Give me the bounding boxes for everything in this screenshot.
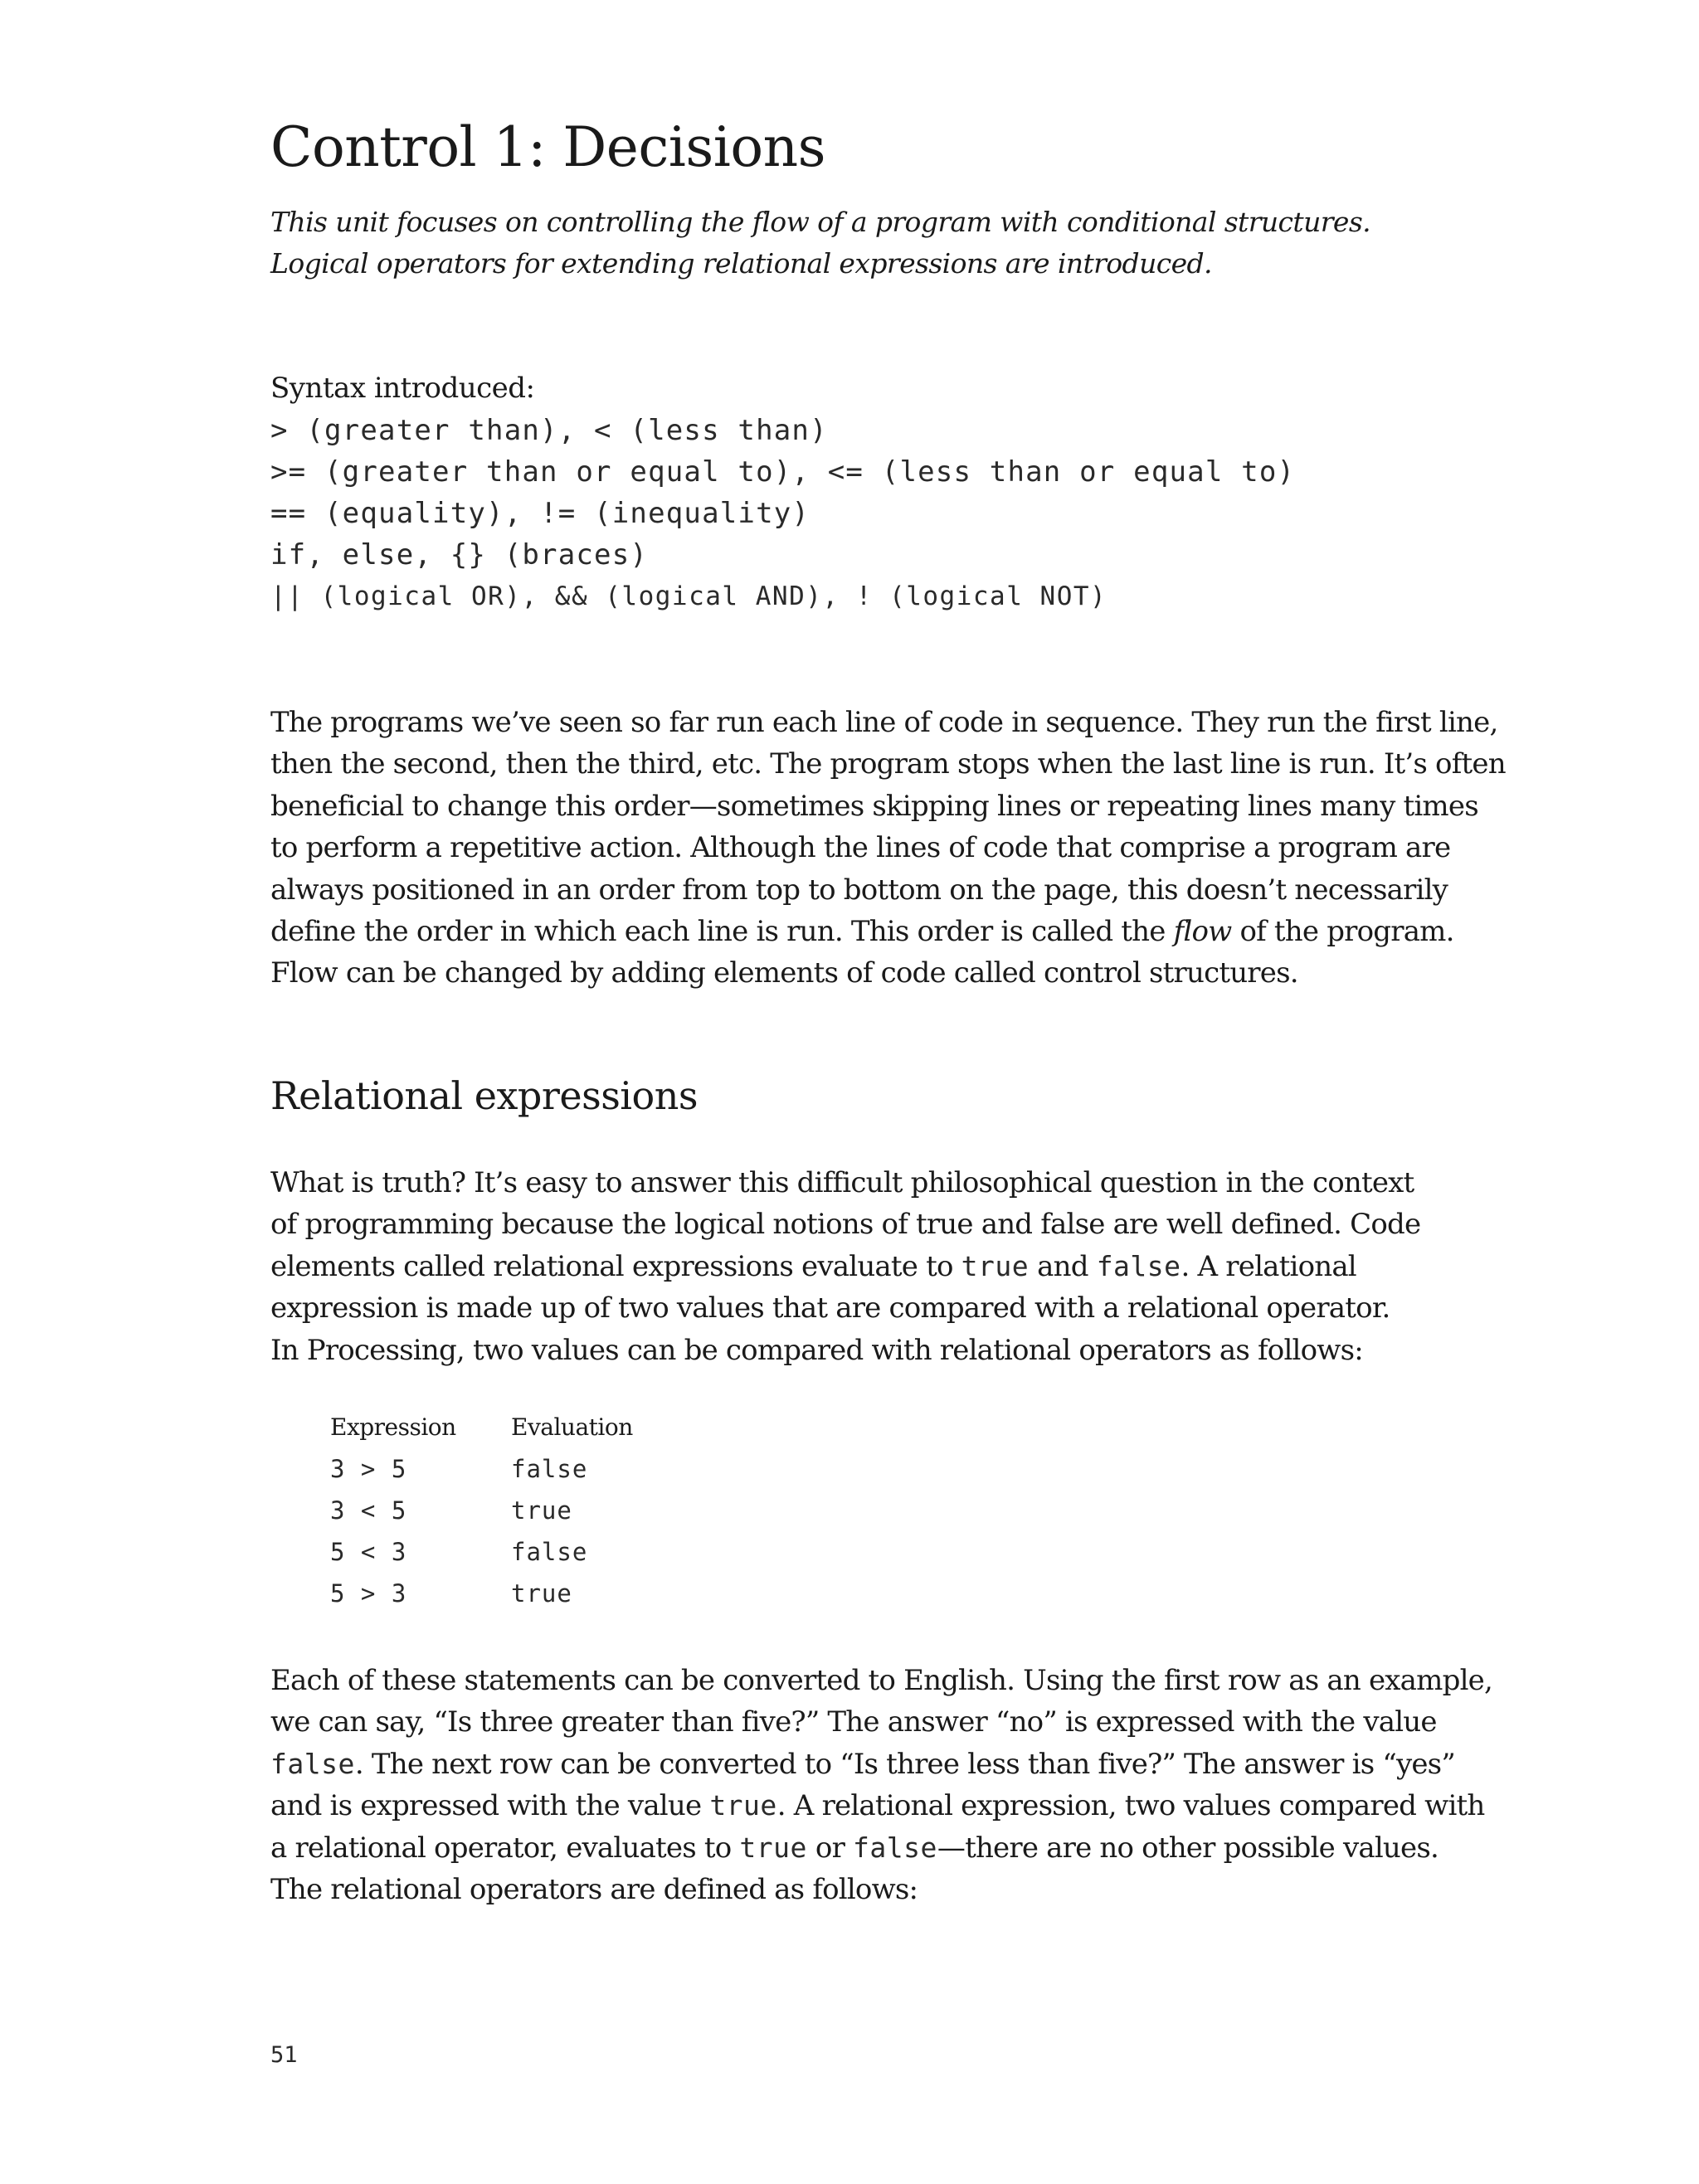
expression-cell: 5 < 3 [330, 1538, 407, 1566]
syntax-item: if, else, {} (braces) [270, 538, 649, 572]
table-row [330, 1455, 633, 1496]
table-row [330, 1579, 633, 1621]
paragraph-line [270, 911, 1506, 952]
code-false: false [270, 1747, 355, 1780]
text-run: elements called relational expressions evaluate to [270, 1249, 961, 1283]
paragraph-line [270, 1785, 1492, 1826]
paragraph-line: In Processing, two values can be compared with relational operators as follows: [270, 1333, 1363, 1367]
page-number: 51 [270, 2042, 298, 2068]
text-run: —there are no other possible values. [937, 1831, 1439, 1865]
evaluation-table [330, 1413, 633, 1621]
code-false: false [853, 1831, 937, 1864]
paragraph-line: of programming because the logical notions of true and false are well defined. Code [270, 1208, 1421, 1242]
syntax-item: == (equality), != (inequality) [270, 497, 811, 530]
evaluation-cell: true [511, 1496, 572, 1525]
text-run: a relational operator, evaluates to [270, 1831, 740, 1865]
paragraph-line [270, 1744, 1492, 1785]
paragraph-line: Flow can be changed by adding elements of code called control structures. [270, 956, 1298, 990]
syntax-item: >= (greater than or equal to), <= (less than or equal to) [270, 455, 1296, 489]
paragraph-line: What is truth? It’s easy to answer this difficult philosophical question in the context [270, 1166, 1414, 1199]
code-true: true [739, 1831, 807, 1864]
syntax-list [270, 410, 1295, 617]
english-conversion-paragraph [270, 1660, 1492, 1910]
syntax-heading: Syntax introduced: [270, 372, 535, 405]
paragraph-line: beneficial to change this order—sometimes skipping lines or repeating lines many times [270, 789, 1478, 823]
paragraph-line: expression is made up of two values that are compared with a relational operator. [270, 1291, 1390, 1325]
text-run: and [1029, 1249, 1097, 1283]
text-run: of the program. [1231, 915, 1454, 949]
flow-paragraph [270, 702, 1506, 995]
paragraph-line: always positioned in an order from top to bottom on the page, this doesn’t necessarily [270, 873, 1448, 907]
code-false: false [1096, 1249, 1181, 1282]
paragraph-line: we can say, “Is three greater than five?” The answer “no” is expressed with the value [270, 1705, 1437, 1739]
paragraph-line: The relational operators are defined as follows: [270, 1873, 918, 1907]
column-header: Evaluation [511, 1413, 633, 1441]
table-row [330, 1496, 633, 1538]
text-run: or [806, 1831, 854, 1865]
text-run: and is expressed with the value [270, 1789, 710, 1823]
paragraph-line: Each of these statements can be converted to English. Using the first row as an example, [270, 1664, 1492, 1697]
column-header: Expression [330, 1413, 456, 1441]
paragraph-line: The programs we’ve seen so far run each line of code in sequence. They run the first line, [270, 706, 1498, 739]
evaluation-cell: true [511, 1579, 572, 1608]
evaluation-cell: false [511, 1538, 588, 1566]
syntax-item: > (greater than), < (less than) [270, 414, 828, 447]
code-true: true [961, 1249, 1030, 1282]
expression-cell: 5 > 3 [330, 1579, 407, 1608]
text-run: . A relational expression, two values compared with [776, 1789, 1485, 1823]
text-run: . A relational [1181, 1249, 1356, 1283]
intro-line: This unit focuses on controlling the flow of a program with conditional structures. [270, 206, 1371, 238]
page-title: Control 1: Decisions [270, 115, 825, 179]
text-run: define the order in which each line is run. This order is called the [270, 915, 1174, 949]
truth-paragraph [270, 1162, 1420, 1371]
intro-line: Logical operators for extending relational expressions are introduced. [270, 247, 1212, 280]
paragraph-line: then the second, then the third, etc. The program stops when the last line is run. It’s often [270, 747, 1506, 781]
expression-cell: 3 < 5 [330, 1496, 407, 1525]
table-row [330, 1538, 633, 1579]
paragraph-line [270, 1827, 1492, 1869]
code-true: true [709, 1789, 777, 1822]
paragraph-line [270, 1246, 1420, 1287]
expression-cell: 3 > 5 [330, 1455, 407, 1483]
emphasis-flow: flow [1173, 915, 1232, 949]
section-heading: Relational expressions [270, 1073, 698, 1118]
syntax-item: || (logical OR), && (logical AND), ! (logical NOT) [270, 581, 1108, 611]
table-header-row [330, 1413, 633, 1455]
evaluation-cell: false [511, 1455, 588, 1483]
paragraph-line: to perform a repetitive action. Although the lines of code that comprise a program are [270, 831, 1451, 865]
text-run: . The next row can be converted to “Is three less than five?” The answer is “yes” [354, 1747, 1455, 1781]
unit-intro [270, 202, 1370, 285]
